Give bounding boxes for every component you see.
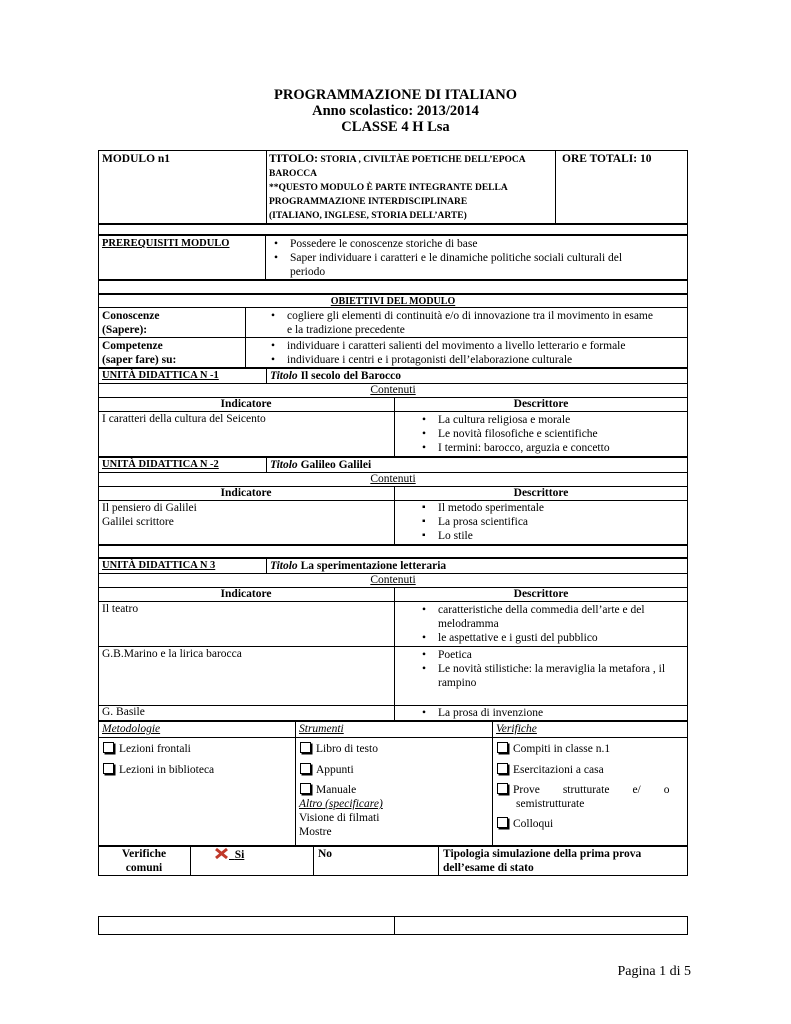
metodologie-header: Metodologie (102, 723, 161, 735)
unit-3-descriptors (418, 648, 688, 690)
list-item: • cogliere gli elementi di continuità e/o di innovazione tra il movimento in esame e la tradizione precedente (267, 309, 687, 337)
class-label: CLASSE 4 H Lsa (341, 119, 450, 135)
page-number: Pagina 1 di 5 (617, 964, 691, 979)
checkbox-colloqui[interactable]: Colloqui (497, 817, 553, 831)
list-item: • Poetica (418, 648, 688, 662)
checkbox-lezioni-biblioteca[interactable]: Lezioni in biblioteca (103, 763, 214, 777)
module-title: TITOLO: STORIA , CIVILTÀE POETICHE DELL’EPOCA BAROCCA **QUESTO MODULO È PARTE INTEGRANTE DELLA PROGRAMMAZIONE INTERDISCIPLINARE (ITALIANO, INGLESE, STORIA DELL’ARTE) (269, 153, 526, 221)
unit-3-descriptors (418, 706, 688, 720)
checkbox-icon (300, 742, 311, 753)
checkbox-icon (300, 783, 311, 794)
verifiche-comuni-label: Verifiche comuni (121, 848, 167, 874)
document-title: PROGRAMMAZIONE DI ITALIANO (273, 87, 518, 103)
list-item: • La cultura religiosa e morale (418, 413, 686, 427)
unit-3-indicator: Il teatro (102, 603, 139, 615)
unit-2-indicator: Il pensiero di Galilei (102, 502, 197, 514)
unit-1-label: UNITÀ DIDATTICA N -1 (102, 370, 219, 381)
conoscenze-list (267, 309, 687, 337)
list-item: • individuare i centri e i protagonisti dell’elaborazione culturale (267, 353, 687, 367)
competenze-label: Competenze (102, 340, 163, 352)
list-item: • Le novità filosofiche e scientifiche (418, 427, 686, 441)
competenze-list (267, 339, 687, 367)
list-item: ▪ Lo stile (418, 529, 686, 543)
checkbox-icon (497, 742, 508, 753)
list-item: • Saper individuare i caratteri e le dinamiche politiche sociali culturali del periodo (270, 251, 684, 279)
checkbox-compiti[interactable]: Compiti in classe n.1 (497, 742, 610, 756)
unit-1-descriptors (418, 413, 686, 455)
checkbox-appunti[interactable]: Appunti (300, 763, 354, 777)
document-header (0, 87, 791, 135)
checkbox-icon (300, 763, 311, 774)
list-item: • individuare i caratteri salienti del movimento a livello letterario e formale (267, 339, 687, 353)
prereq-list (270, 237, 684, 279)
list-item: • I termini: barocco, arguzia e concetto (418, 441, 686, 455)
checkbox-libro-testo[interactable]: Libro di testo (300, 742, 378, 756)
unit-1-title: Titolo Il secolo del Barocco (270, 370, 401, 382)
unit-2-descriptors (418, 501, 686, 543)
total-hours: ORE TOTALI: 10 (562, 153, 652, 165)
unit-2-title: Titolo Galileo Galilei (270, 459, 372, 471)
list-item: • le aspettative e i gusti del pubblico (418, 631, 688, 645)
checkbox-icon (497, 783, 508, 794)
empty-row (98, 916, 688, 935)
strumenti-header: Strumenti (299, 723, 344, 735)
list-item: ▪ La prosa scientifica (418, 515, 686, 529)
unit-3-indicator: G.B.Marino e la lirica barocca (102, 648, 242, 660)
altro-label: Altro (specificare) (299, 798, 383, 810)
checkbox-esercitazioni[interactable]: Esercitazioni a casa (497, 763, 604, 777)
school-year: Anno scolastico: 2013/2014 (312, 103, 479, 119)
checkbox-icon (103, 742, 114, 753)
unit-3-descriptors (418, 603, 688, 645)
no-option[interactable]: No (318, 848, 333, 860)
checkbox-lezioni-frontali[interactable]: Lezioni frontali (103, 742, 191, 756)
si-option[interactable]: Si (214, 847, 244, 862)
list-item: ▪ Il metodo sperimentale (418, 501, 686, 515)
verifiche-header: Verifiche (496, 723, 537, 735)
unit-3-label: UNITÀ DIDATTICA N 3 (102, 560, 216, 571)
unit-2-indicator: Galilei scrittore (102, 516, 174, 528)
module-label: MODULO n1 (102, 153, 171, 165)
objectives-title: OBIETTIVI DEL MODULO (330, 296, 456, 307)
cross-icon (214, 847, 229, 860)
checkbox-icon (497, 763, 508, 774)
unit-1-indicator: I caratteri della cultura del Seicento (102, 413, 266, 425)
unit-3-title: Titolo La sperimentazione letteraria (270, 560, 447, 572)
conoscenze-label: Conoscenze (102, 310, 160, 322)
tipologia-label: Tipologia simulazione della prima prova dell’esame di stato (443, 848, 642, 874)
checkbox-icon (103, 763, 114, 774)
unit-3-indicator: G. Basile (102, 706, 145, 718)
checkbox-manuale[interactable]: Manuale (300, 783, 356, 797)
list-item: • Possedere le conoscenze storiche di base (270, 237, 684, 251)
unit-2-label: UNITÀ DIDATTICA N -2 (102, 459, 219, 470)
list-item: • Le novità stilistiche: la meraviglia la metafora , il rampino (418, 662, 688, 690)
list-item: • caratteristiche della commedia dell’arte e del melodramma (418, 603, 688, 631)
list-item: • La prosa di invenzione (418, 706, 688, 720)
checkbox-prove[interactable]: Prove strutturate e/ o (497, 783, 670, 797)
prereq-label: PREREQUISITI MODULO (102, 238, 230, 249)
checkbox-icon (497, 817, 508, 828)
